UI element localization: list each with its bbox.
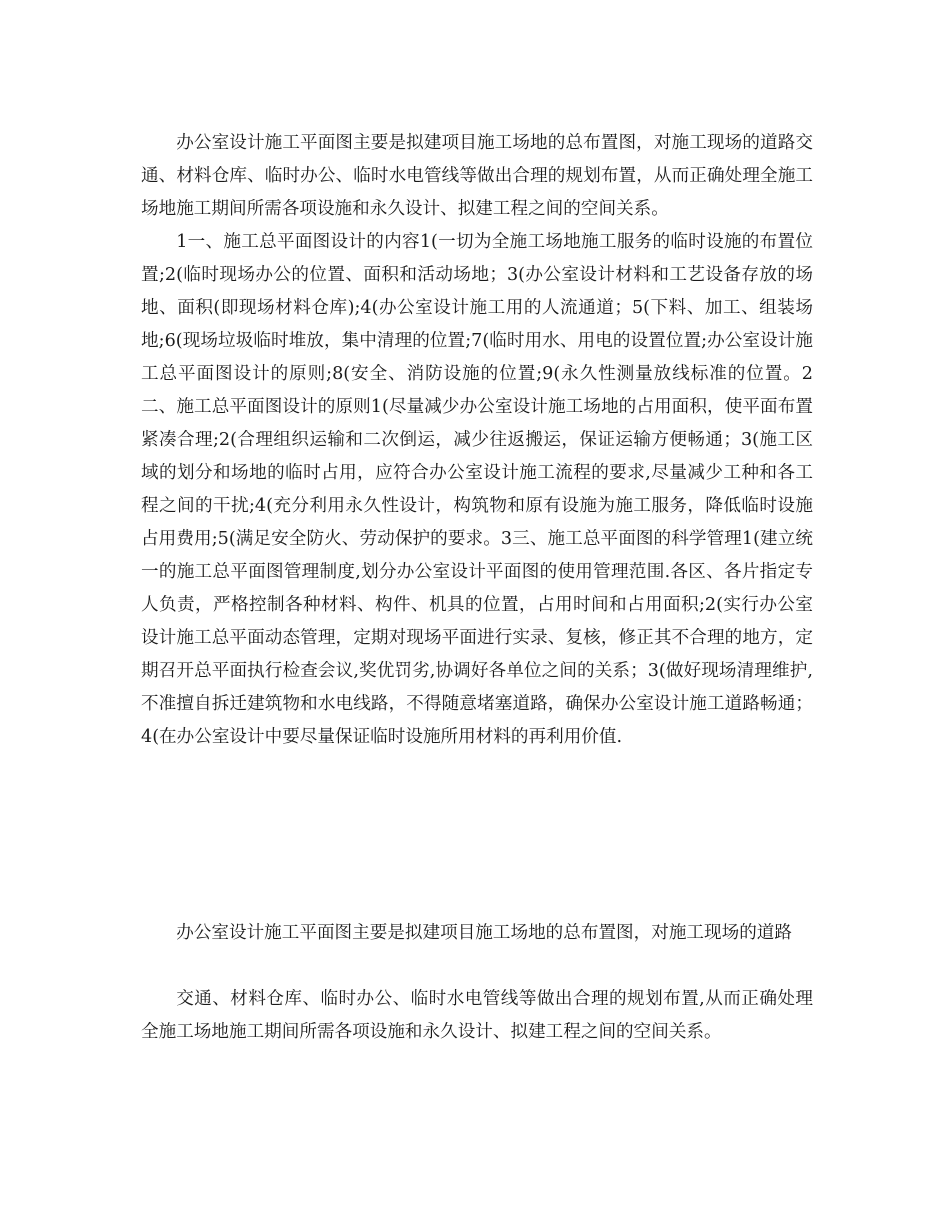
- body-paragraph: 1一、施工总平面图设计的内容1(一切为全施工场地施工服务的临时设施的布置位置;2(临时现场办公的位置、面积和活动场地；3(办公室设计材料和工艺设备存放的场地、面积(即现场材料仓库);4(办公室设计施工用的人流通道；5(下料、加工、组装场地;6(现场垃圾临时堆放，集中清理的位置;7(临时用水、用电的设置位置;办公室设计施工总平面图设计的原则;8(安全、消防设施的位置;9(永久性测量放线标准的位置。2二、施工总平面图设计的原则1(尽量减少办公室设计施工场地的占用面积，使平面布置紧凑合理;2(合理组织运输和二次倒运，减少往返搬运，保证运输方便畅通；3(施工区域的划分和场地的临时占用，应符合办公室设计施工流程的要求,尽量减少工种和各工程之间的干扰;4(充分利用永久性设计，构筑物和原有设施为施工服务，降低临时设施占用费用;5(满足安全防火、劳动保护的要求。3三、施工总平面图的科学管理1(建立统一的施工总平面图管理制度,划分办公室设计平面图的使用管理范围.各区、各片指定专人负责，严格控制各种材料、构件、机具的位置，占用时间和占用面积;2(实行办公室设计施工总平面动态管理，定期对现场平面进行实录、复核，修正其不合理的地方，定期召开总平面执行检查会议,奖优罚劣,协调好各单位之间的关系；3(做好现场清理维护,不准擅自拆迁建筑物和水电线路，不得随意堵塞道路，确保办公室设计施工道路畅通；4(在办公室设计中要尽量保证临时设施所用材料的再利用价值.: [141, 232, 813, 747]
- repeat-intro-paragraph: 办公室设计施工平面图主要是拟建项目施工场地的总布置图，对施工现场的道路: [176, 923, 792, 943]
- intro-paragraph: 办公室设计施工平面图主要是拟建项目施工场地的总布置图，对施工现场的道路交通、材料仓库、临时办公、临时水电管线等做出合理的规划布置，从而正确处理全施工场地施工期间所需各项设施和永久设计、拟建工程之间的空间关系。: [141, 133, 813, 219]
- repeat-continuation-paragraph: 交通、材料仓库、临时办公、临时水电管线等做出合理的规划布置,从而正确处理全施工场地施工期间所需各项设施和永久设计、拟建工程之间的空间关系。: [141, 989, 813, 1042]
